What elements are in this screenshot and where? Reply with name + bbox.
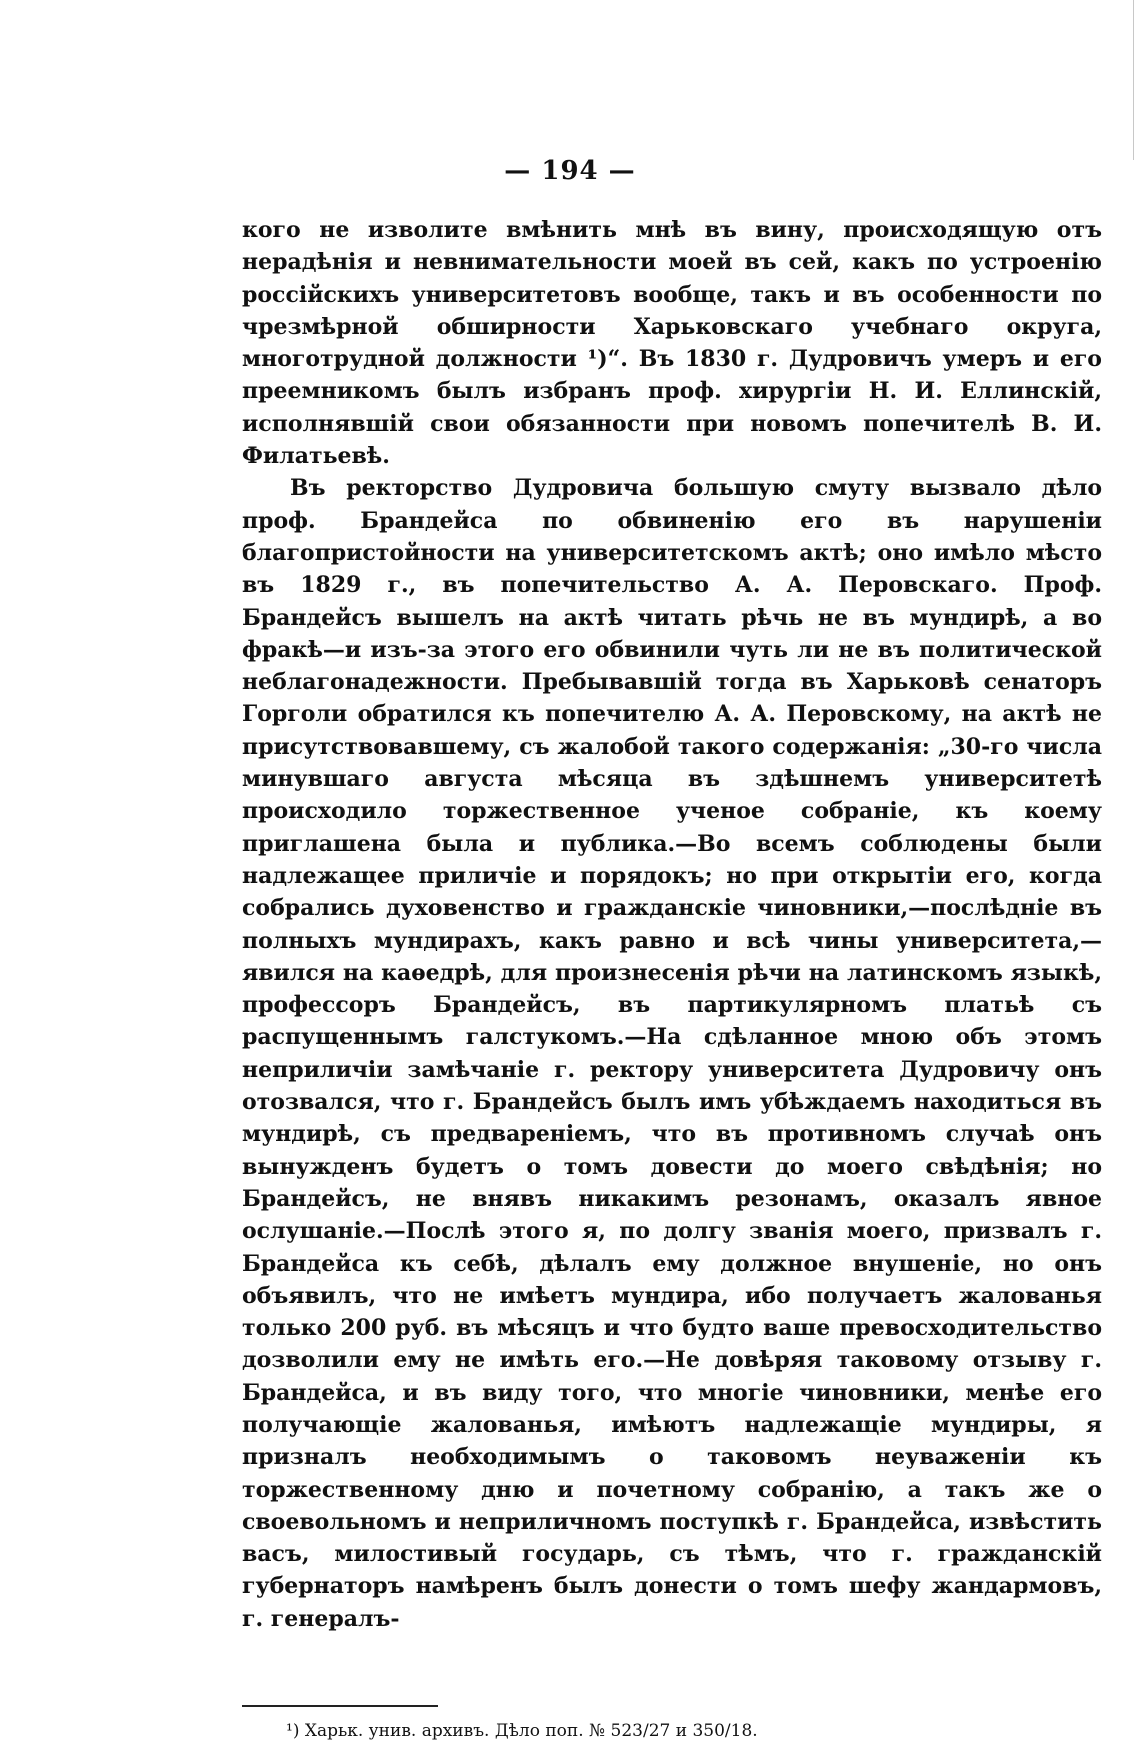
footnote-divider [242, 1705, 438, 1707]
paragraph-brandeis-case: Въ ректорство Дудровича большую смуту вызвало дѣло проф. Брандейса по обвиненію его въ нарушеніи благопристойности на университетскомъ актѣ; оно имѣло мѣсто въ 1829 г., въ попечительство А. А. Перовскаго. Проф. Брандейсъ вышелъ на актѣ читать рѣчь не въ мундирѣ, а во фракѣ—и изъ-за этого его обвинили чуть ли не въ политической неблагонадежности. Пребывавшій тогда въ Харьковѣ сенаторъ Горголи обратился къ попечителю А. А. Перовскому, на актѣ не присутствовавшему, съ жалобой такого содержанія: „30-го числа минувшаго августа мѣсяца въ здѣшнемъ университетѣ происходило торжественное ученое собраніе, къ коему приглашена была и публика.—Во всемъ соблюдены были надлежащее приличіе и порядокъ; но при открытіи его, когда собрались духовенство и гражданскіе чиновники,—послѣдніе въ полныхъ мундирахъ, какъ равно и всѣ чины университета,—явился на каѳедрѣ, для произнесенія рѣчи на латинскомъ языкѣ, профессоръ Брандейсъ, въ партикулярномъ платьѣ съ распущеннымъ галстукомъ.—На сдѣланное мною объ этомъ неприличіи замѣчаніе г. ректору университета Дудровичу онъ отозвался, что г. Брандейсъ былъ имъ убѣждаемъ находиться въ мундирѣ, съ предвареніемъ, что въ противномъ случаѣ онъ вынужденъ будетъ о томъ довести до моего свѣдѣнія; но Брандейсъ, не внявъ никакимъ резонамъ, оказалъ явное ослушаніе.—Послѣ этого я, по долгу званія моего, призвалъ г. Брандейса къ себѣ, дѣлалъ ему должное внушеніе, но онъ объявилъ, что не имѣетъ мундира, ибо получаетъ жалованья только 200 руб. въ мѣсяцъ и что будто ваше превосходительство дозволили ему не имѣть его.—Не довѣряя таковому отзыву г. Брандейса, и въ виду того, что многіе чиновники, менѣе его получающіе жалованья, имѣютъ надлежащіе мундиры, я призналъ необходимымъ о таковомъ неуваженіи къ торжественному дню и почетному собранію, а такъ же о своевольномъ и неприличномъ поступкѣ г. Брандейса, извѣстить васъ, милостивый государь, съ тѣмъ, что г. гражданскій губернаторъ намѣренъ былъ донести о томъ шефу жандармовъ, г. генералъ- [242, 475, 1102, 1632]
scan-edge-line [1133, 0, 1134, 160]
body-text [242, 214, 1102, 1635]
page-number: — 194 — [504, 156, 636, 186]
footnote: ¹) Харьк. унив. архивъ. Дѣло поп. № 523/27 и 350/18. [286, 1721, 758, 1741]
paragraph-continuation: кого не изволите вмѣнить мнѣ въ вину, происходящую отъ нерадѣнія и невнимательности моей въ сей, какъ по устроенію россійскихъ университетовъ вообще, такъ и въ особенности по чрезмѣрной обширности Харьковскаго учебнаго округа, многотрудной должности ¹)“. Въ 1830 г. Дудровичъ умеръ и его преемникомъ былъ избранъ проф. хирургіи Н. И. Еллинскій, исполнявшій свои обязанности при новомъ попечителѣ В. И. Филатьевѣ. [242, 217, 1102, 470]
